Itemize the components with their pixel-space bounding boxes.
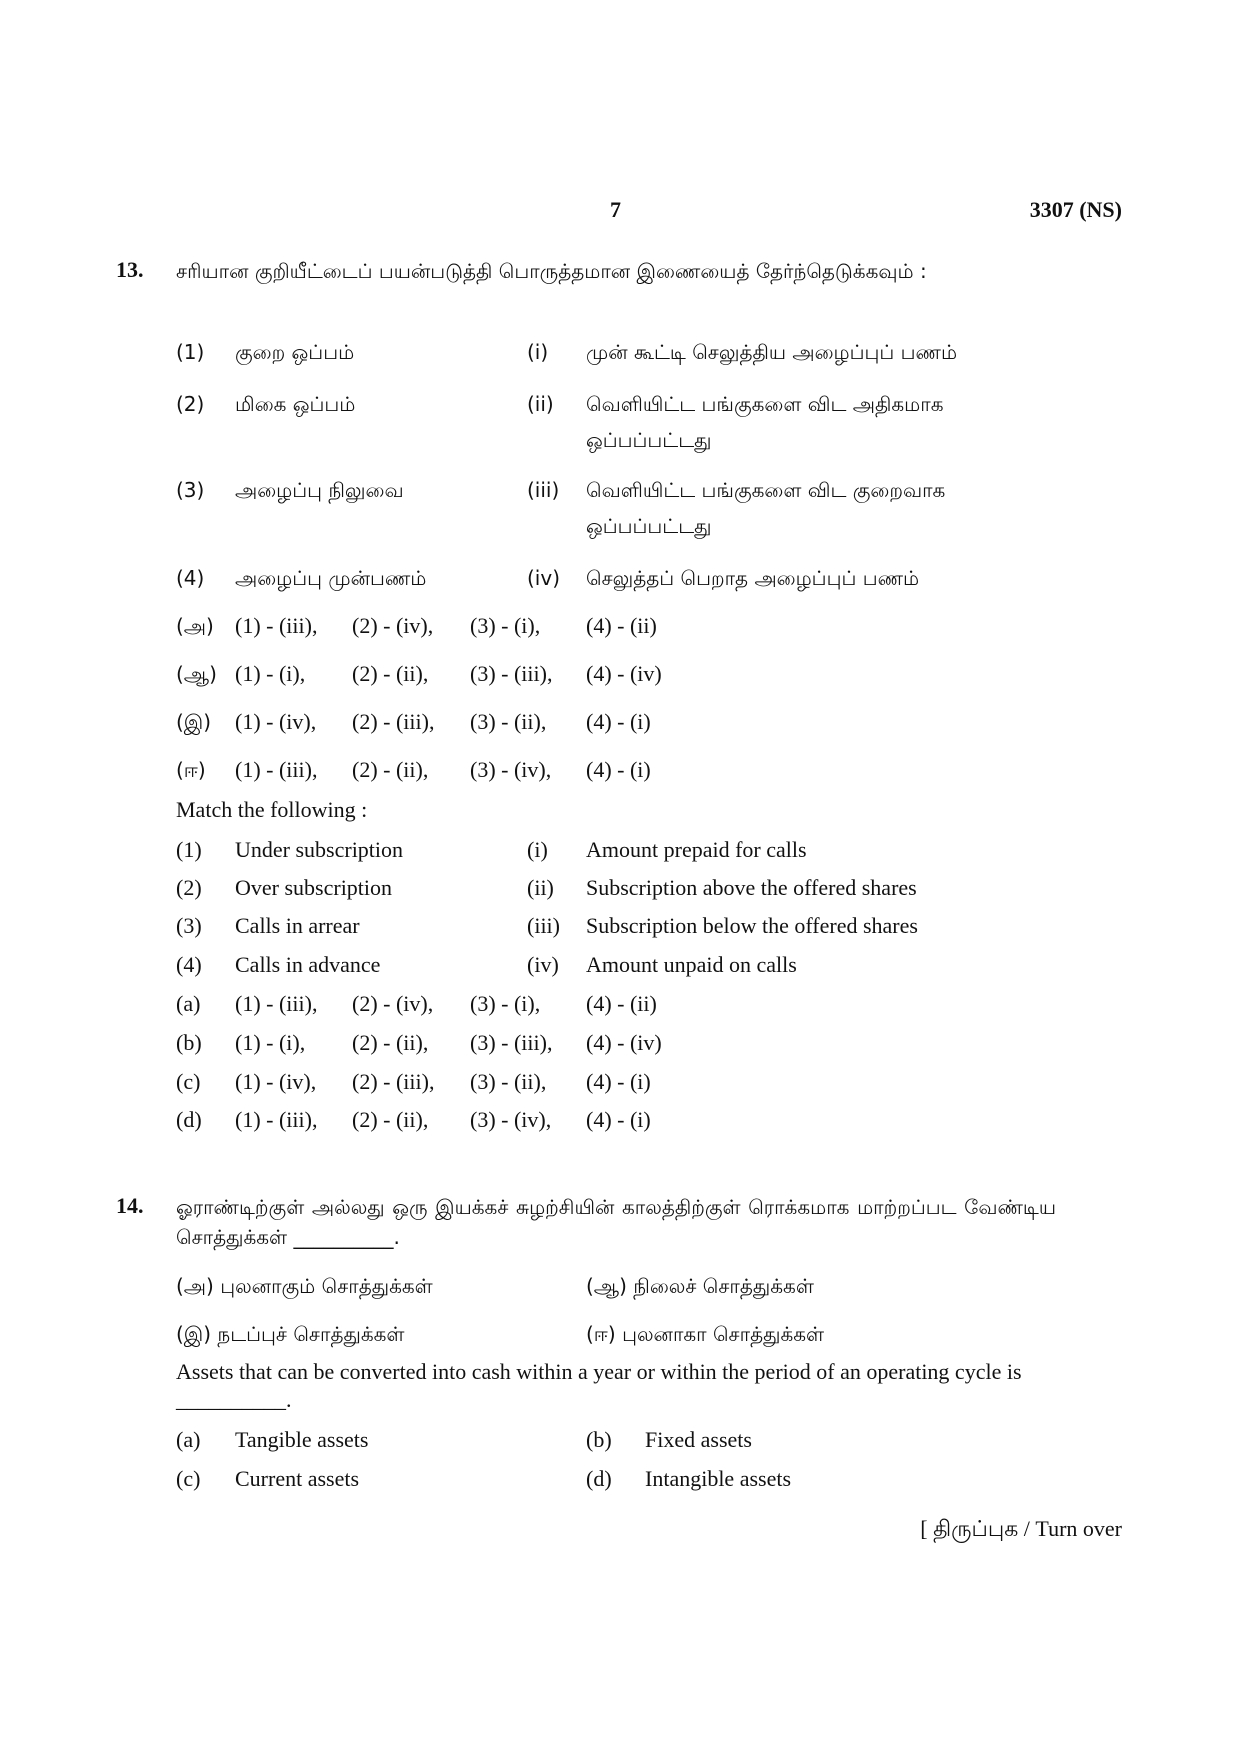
question-13-english-text: Match the following :: [176, 797, 368, 822]
option-text: Tangible assets: [235, 1427, 369, 1452]
question-13-number: 13.: [116, 257, 144, 282]
option-left: (இ) நடப்புச் சொத்துக்கள்: [176, 1322, 405, 1346]
option-part-d: (4) - (i): [586, 757, 651, 782]
pair-left-text: அழைப்பு நிலுவை: [235, 478, 404, 502]
option-part-c: (3) - (iv),: [470, 757, 552, 782]
option-label: (அ): [176, 614, 214, 638]
option-label: (c): [176, 1069, 201, 1094]
option-label: (இ): [176, 710, 212, 734]
pair-left-num: (2): [176, 392, 205, 416]
question-14-tamil-text: ஓராண்டிற்குள் அல்லது ஒரு இயக்கச் சுழற்சியின் காலத்திற்குள் ரொக்கமாக மாற்றப்பட வேண்டிய சொத்துக்கள் __________.: [176, 1195, 1056, 1249]
pair-left-text: மிகை ஒப்பம்: [235, 392, 356, 416]
pair-right-num: (i): [527, 837, 548, 862]
pair-right-num: (i): [527, 340, 549, 364]
option-part-c: (3) - (ii),: [470, 709, 547, 734]
option-part-b: (2) - (iii),: [352, 709, 435, 734]
option-part-a: (1) - (i),: [235, 1030, 306, 1055]
paper-code: 3307 (NS): [1029, 197, 1122, 222]
option-part-c: (3) - (i),: [470, 613, 541, 638]
pair-left-text: Calls in advance: [235, 952, 381, 977]
option-part-b: (2) - (ii),: [352, 757, 429, 782]
option-part-d: (4) - (ii): [586, 613, 657, 638]
option-label: (a): [176, 1427, 201, 1452]
option-part-c: (3) - (iii),: [470, 1030, 553, 1055]
option-part-a: (1) - (i),: [235, 661, 306, 686]
option-label: (a): [176, 991, 201, 1016]
question-14-number: 14.: [116, 1193, 144, 1218]
option-right: (ஈ) புலனாகா சொத்துக்கள்: [586, 1322, 825, 1346]
pair-left-num: (3): [176, 478, 205, 502]
pair-left-text: குறை ஒப்பம்: [235, 340, 355, 364]
option-part-a: (1) - (iii),: [235, 613, 318, 638]
pair-right-num: (ii): [527, 875, 554, 900]
option-label: (b): [586, 1427, 612, 1452]
option-right: (ஆ) நிலைச் சொத்துக்கள்: [586, 1274, 814, 1298]
option-part-b: (2) - (iv),: [352, 991, 434, 1016]
pair-right-num: (ii): [527, 392, 554, 416]
option-label: (c): [176, 1466, 201, 1491]
pair-left-text: Calls in arrear: [235, 913, 360, 938]
pair-right-num: (iii): [527, 478, 560, 502]
option-part-d: (4) - (i): [586, 1107, 651, 1132]
pair-right-text: Subscription below the offered shares: [586, 913, 918, 938]
pair-right-text: வெளியிட்ட பங்குகளை விட குறைவாக ஒப்பப்பட்டது: [586, 478, 946, 538]
option-part-d: (4) - (ii): [586, 991, 657, 1016]
option-text: Intangible assets: [645, 1466, 792, 1491]
pair-right-text: முன் கூட்டி செலுத்திய அழைப்புப் பணம்: [586, 340, 958, 364]
option-part-a: (1) - (iv),: [235, 1069, 317, 1094]
option-left: (அ) புலனாகும் சொத்துக்கள்: [176, 1274, 433, 1298]
option-text: Current assets: [235, 1466, 360, 1491]
pair-right-num: (iv): [527, 566, 560, 590]
option-part-a: (1) - (iii),: [235, 991, 318, 1016]
pair-left-num: (1): [176, 837, 202, 862]
option-part-a: (1) - (iii),: [235, 1107, 318, 1132]
option-label: (ஈ): [176, 758, 206, 782]
turn-over-note: [ திருப்புக / Turn over: [920, 1516, 1122, 1541]
option-part-b: (2) - (iv),: [352, 613, 434, 638]
option-part-a: (1) - (iv),: [235, 709, 317, 734]
option-part-d: (4) - (iv): [586, 661, 662, 686]
option-part-c: (3) - (iv),: [470, 1107, 552, 1132]
pair-left-num: (3): [176, 913, 202, 938]
question-14-english-text: Assets that can be converted into cash within a year or within the period of an operating cycle is __________.: [176, 1359, 1022, 1412]
option-part-c: (3) - (ii),: [470, 1069, 547, 1094]
option-part-a: (1) - (iii),: [235, 757, 318, 782]
pair-left-num: (4): [176, 566, 205, 590]
option-text: Fixed assets: [645, 1427, 752, 1452]
option-label: (b): [176, 1030, 202, 1055]
pair-right-num: (iii): [527, 913, 560, 938]
pair-right-num: (iv): [527, 952, 559, 977]
pair-left-text: Under subscription: [235, 837, 404, 862]
question-13-tamil-text: சரியான குறியீட்டைப் பயன்படுத்தி பொருத்தமான இணையைத் தேர்ந்தெடுக்கவும் :: [176, 259, 927, 283]
pair-right-text: Subscription above the offered shares: [586, 875, 917, 900]
option-label: (d): [586, 1466, 612, 1491]
option-part-d: (4) - (i): [586, 1069, 651, 1094]
pair-left-text: Over subscription: [235, 875, 393, 900]
pair-left-num: (1): [176, 340, 205, 364]
option-part-b: (2) - (ii),: [352, 1030, 429, 1055]
page-number: 7: [610, 197, 621, 222]
pair-right-text: வெளியிட்ட பங்குகளை விட அதிகமாக ஒப்பப்பட்டது: [586, 392, 944, 452]
option-part-d: (4) - (i): [586, 709, 651, 734]
option-part-d: (4) - (iv): [586, 1030, 662, 1055]
option-part-b: (2) - (iii),: [352, 1069, 435, 1094]
pair-right-text: Amount prepaid for calls: [586, 837, 807, 862]
pair-right-text: செலுத்தப் பெறாத அழைப்புப் பணம்: [586, 566, 920, 590]
pair-right-text: Amount unpaid on calls: [586, 952, 797, 977]
option-part-c: (3) - (iii),: [470, 661, 553, 686]
pair-left-num: (2): [176, 875, 202, 900]
pair-left-text: அழைப்பு முன்பணம்: [235, 566, 427, 590]
pair-left-num: (4): [176, 952, 202, 977]
option-part-b: (2) - (ii),: [352, 1107, 429, 1132]
option-label: (d): [176, 1107, 202, 1132]
option-part-b: (2) - (ii),: [352, 661, 429, 686]
option-label: (ஆ): [176, 662, 217, 686]
option-part-c: (3) - (i),: [470, 991, 541, 1016]
